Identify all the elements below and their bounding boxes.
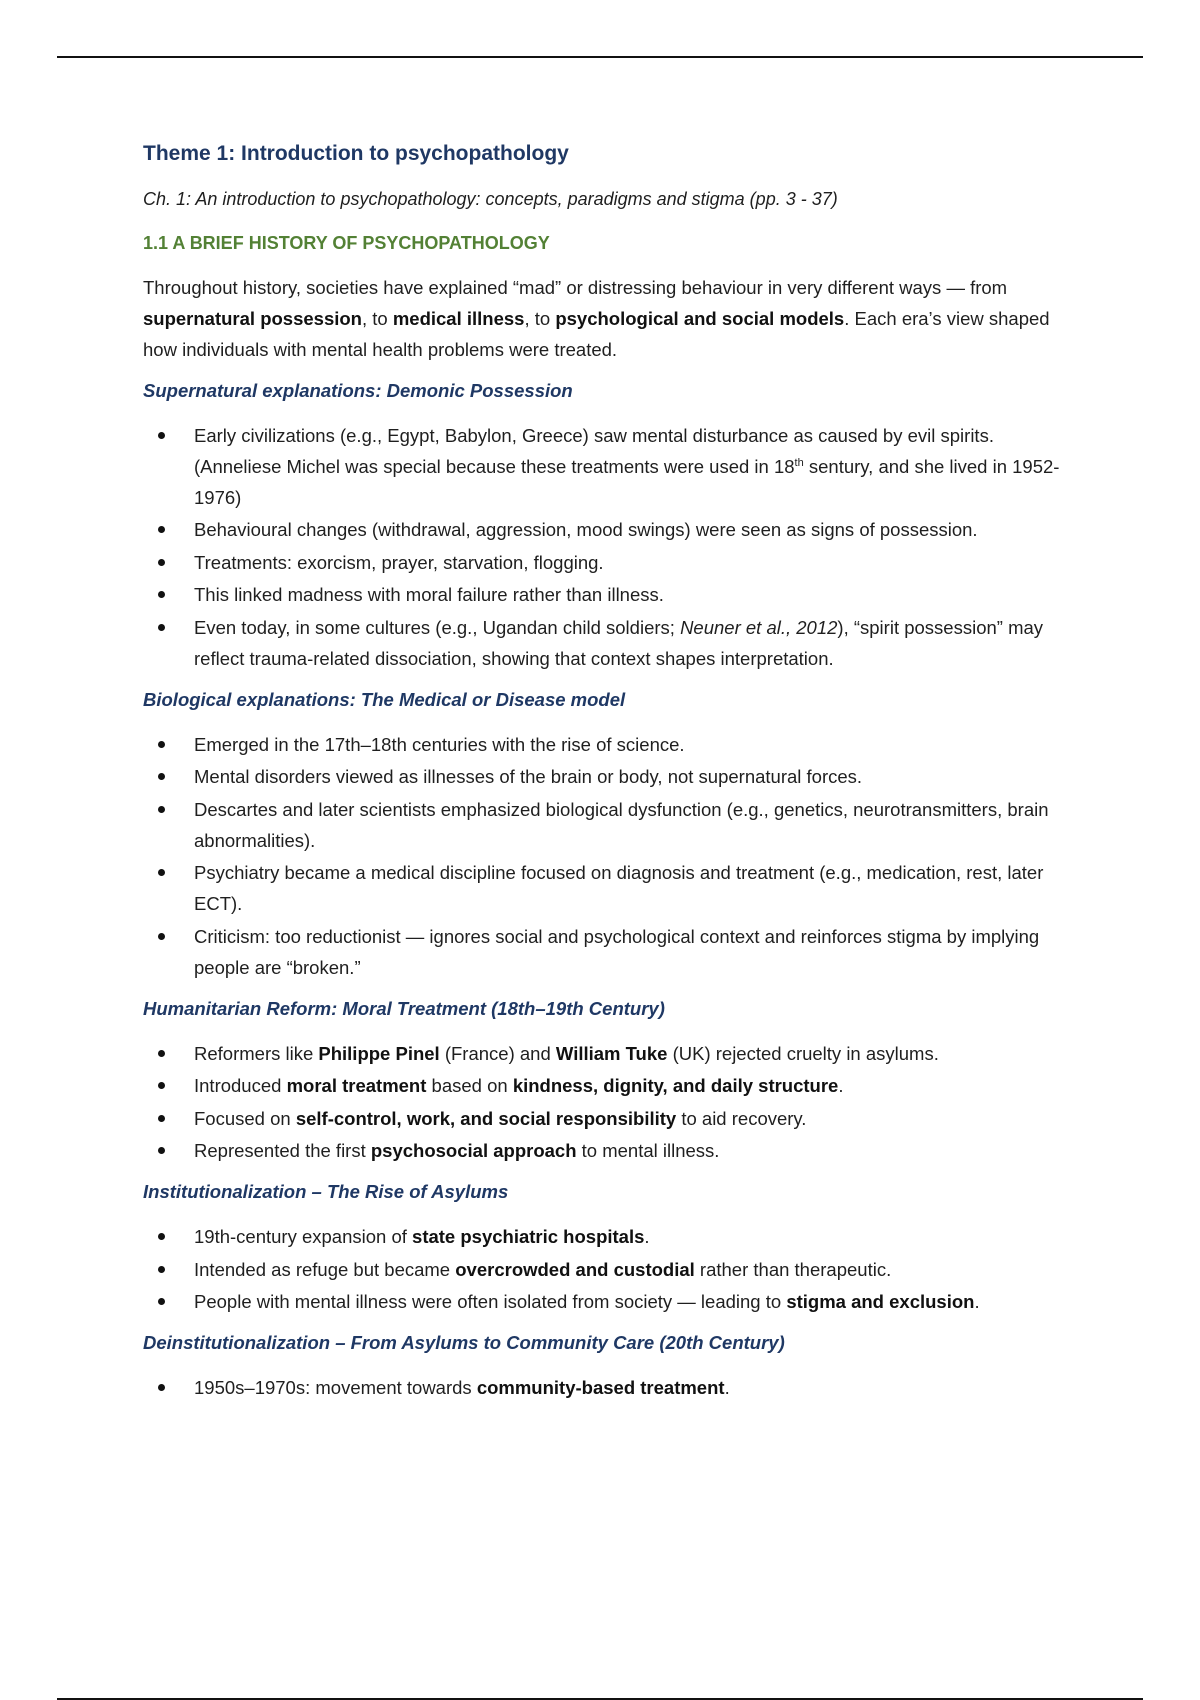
list-item: Mental disorders viewed as illnesses of the brain or body, not supernatural forces. <box>143 761 1073 792</box>
list-item: Criticism: too reductionist — ignores social and psychological context and reinforces stigma by implying people are “broken.” <box>143 921 1073 983</box>
list-item: Early civilizations (e.g., Egypt, Babylon, Greece) saw mental disturbance as caused by evil spirits. (Anneliese Michel was special because these treatments were used in 18th sentury, and she lived in 1952-1976) <box>143 420 1073 513</box>
header-rule <box>57 56 1143 58</box>
list-item: 19th-century expansion of state psychiatric hospitals. <box>143 1221 1073 1252</box>
list-item: Emerged in the 17th–18th centuries with the rise of science. <box>143 729 1073 760</box>
bullet-icon <box>158 1266 165 1273</box>
list-item: Intended as refuge but became overcrowded and custodial rather than therapeutic. <box>143 1254 1073 1285</box>
list-item: Behavioural changes (withdrawal, aggression, mood swings) were seen as signs of possession. <box>143 514 1073 545</box>
bullet-icon <box>158 1384 165 1391</box>
list-item: Descartes and later scientists emphasized biological dysfunction (e.g., genetics, neurotransmitters, brain abnormalities). <box>143 794 1073 856</box>
bullet-icon <box>158 591 165 598</box>
bullet-icon <box>158 806 165 813</box>
bullet-icon <box>158 1147 165 1154</box>
bullet-icon <box>158 559 165 566</box>
bullet-icon <box>158 432 165 439</box>
list-item: Reformers like Philippe Pinel (France) and William Tuke (UK) rejected cruelty in asylums. <box>143 1038 1073 1069</box>
list-item: Introduced moral treatment based on kindness, dignity, and daily structure. <box>143 1070 1073 1101</box>
document-body <box>143 140 1073 1417</box>
deinstitutional-list <box>143 1372 1073 1403</box>
list-item: Represented the first psychosocial approach to mental illness. <box>143 1135 1073 1166</box>
supernatural-list <box>143 420 1073 674</box>
biological-heading: Biological explanations: The Medical or Disease model <box>143 688 626 710</box>
institutional-heading: Institutionalization – The Rise of Asylums <box>143 1181 509 1203</box>
list-item: 1950s–1970s: movement towards community-based treatment. <box>143 1372 1073 1403</box>
intro-paragraph: Throughout history, societies have explained “mad” or distressing behaviour in very different ways — from supernatural possession, to medical illness, to psychological and social models. Each era’s view shaped how individuals with mental health problems were treated. <box>143 276 1050 360</box>
supernatural-heading: Supernatural explanations: Demonic Possession <box>143 379 573 401</box>
bullet-icon <box>158 1233 165 1240</box>
bullet-icon <box>158 526 165 533</box>
bullet-icon <box>158 741 165 748</box>
bullet-icon <box>158 1115 165 1122</box>
humanitarian-list <box>143 1038 1073 1167</box>
bullet-icon <box>158 773 165 780</box>
bullet-icon <box>158 1050 165 1057</box>
bullet-icon <box>158 1298 165 1305</box>
theme-title: Theme 1: Introduction to psychopathology <box>143 142 569 165</box>
section-heading: 1.1 A BRIEF HISTORY OF PSYCHOPATHOLOGY <box>143 232 550 253</box>
institutional-list <box>143 1221 1073 1317</box>
bullet-icon <box>158 1082 165 1089</box>
humanitarian-heading: Humanitarian Reform: Moral Treatment (18th–19th Century) <box>143 997 665 1019</box>
bullet-icon <box>158 933 165 940</box>
list-item: This linked madness with moral failure rather than illness. <box>143 579 1073 610</box>
chapter-reference: Ch. 1: An introduction to psychopathology: concepts, paradigms and stigma (pp. 3 - 37) <box>143 189 838 210</box>
list-item: Treatments: exorcism, prayer, starvation, flogging. <box>143 547 1073 578</box>
list-item: Focused on self-control, work, and social responsibility to aid recovery. <box>143 1103 1073 1134</box>
bullet-icon <box>158 869 165 876</box>
list-item: Even today, in some cultures (e.g., Ugandan child soldiers; Neuner et al., 2012), “spirit possession” may reflect trauma-related dissociation, showing that context shapes interpretation. <box>143 612 1073 674</box>
list-item: Psychiatry became a medical discipline focused on diagnosis and treatment (e.g., medication, rest, later ECT). <box>143 857 1073 919</box>
list-item: People with mental illness were often isolated from society — leading to stigma and exclusion. <box>143 1286 1073 1317</box>
bullet-icon <box>158 624 165 631</box>
biological-list <box>143 729 1073 983</box>
deinstitutional-heading: Deinstitutionalization – From Asylums to Community Care (20th Century) <box>143 1332 785 1354</box>
